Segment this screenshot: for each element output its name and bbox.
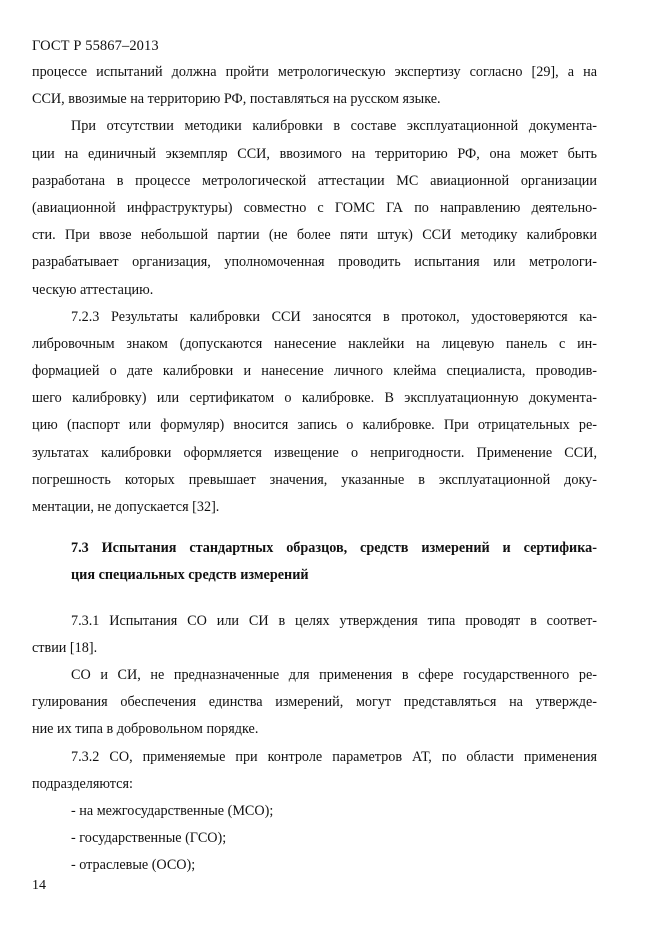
section-heading-7-3 (32, 535, 597, 589)
text-line: либровочным знаком (допускаются нанесение наклейки на лицевую панель с ин- (32, 335, 597, 352)
text-line: 7.3.1 Испытания СО или СИ в целях утверждения типа проводят в соответ- (71, 612, 597, 629)
text-line: формацией о дате калибровки и нанесение личного клейма специалиста, проводив- (32, 363, 597, 380)
heading-line: 7.3 Испытания стандартных образцов, средств измерений и сертифика- (71, 540, 597, 557)
text-line: подразделяются: (32, 775, 133, 792)
text-line: 7.3.2 СО, применяемые при контроле параметров АТ, по области применения (71, 748, 597, 765)
paragraph-7-3-2 (32, 744, 597, 798)
page-number: 14 (32, 878, 46, 893)
text-line: 7.2.3 Результаты калибровки ССИ заносятся в протокол, удостоверяются ка- (71, 308, 597, 325)
paragraph-7-2-3 (32, 304, 597, 522)
text-line: цию (паспорт или формуляр) вносится запись о калибровке. При отрицательных ре- (32, 417, 597, 434)
text-line: ческую аттестацию. (32, 281, 154, 298)
paragraph-continuation (32, 59, 597, 113)
document-header: ГОСТ Р 55867–2013 (32, 38, 159, 54)
text-line: ние их типа в добровольном порядке. (32, 721, 259, 738)
text-line: СО и СИ, не предназначенные для применения в сфере государственного ре- (71, 666, 597, 683)
list-so-categories (32, 798, 597, 880)
list-item: - на межгосударственные (МСО); (71, 802, 274, 819)
spacer (32, 590, 597, 608)
text-line: (авиационной инфраструктуры) совместно с ГОМС ГА по направлению деятельно- (32, 199, 597, 216)
text-line: ССИ, ввозимые на территорию РФ, поставляться на русском языке. (32, 91, 441, 108)
text-line: ствии [18]. (32, 639, 98, 656)
paragraph-7-3-1 (32, 608, 597, 662)
text-line: разрабатывает организация, уполномоченная проводить испытания или метрологи- (32, 254, 597, 271)
document-body (32, 59, 597, 879)
text-line: сти. При ввозе небольшой партии (не более пяти штук) ССИ методику калибровки (32, 227, 597, 244)
list-item: - государственные (ГСО); (71, 830, 227, 847)
text-line: гулирования обеспечения единства измерений, могут представляться на утвержде- (32, 694, 597, 711)
text-line: разработана в процессе метрологической аттестации МС авиационной организации (32, 172, 597, 189)
text-line: процессе испытаний должна пройти метрологическую экспертизу согласно [29], а на (32, 64, 597, 80)
text-line: ции на единичный экземпляр ССИ, ввозимого на территорию РФ, она может быть (32, 145, 597, 162)
text-line: шего калибровку) или сертификатом о калибровке. В эксплуатационную документа- (32, 390, 597, 407)
text-line: погрешность которых превышает значения, указанные в эксплуатационной доку- (32, 471, 597, 488)
heading-line: ция специальных средств измерений (71, 567, 309, 584)
list-item: - отраслевые (ОСО); (71, 857, 196, 874)
paragraph-calibration-method (32, 113, 597, 303)
spacer (32, 521, 597, 535)
text-line: При отсутствии методики калибровки в составе эксплуатационной документа- (71, 118, 597, 135)
text-line: зультатах калибровки оформляется извещение о непригодности. Применение ССИ, (32, 444, 597, 461)
text-line: ментации, не допускается [32]. (32, 499, 220, 515)
paragraph-voluntary-approval (32, 662, 597, 744)
